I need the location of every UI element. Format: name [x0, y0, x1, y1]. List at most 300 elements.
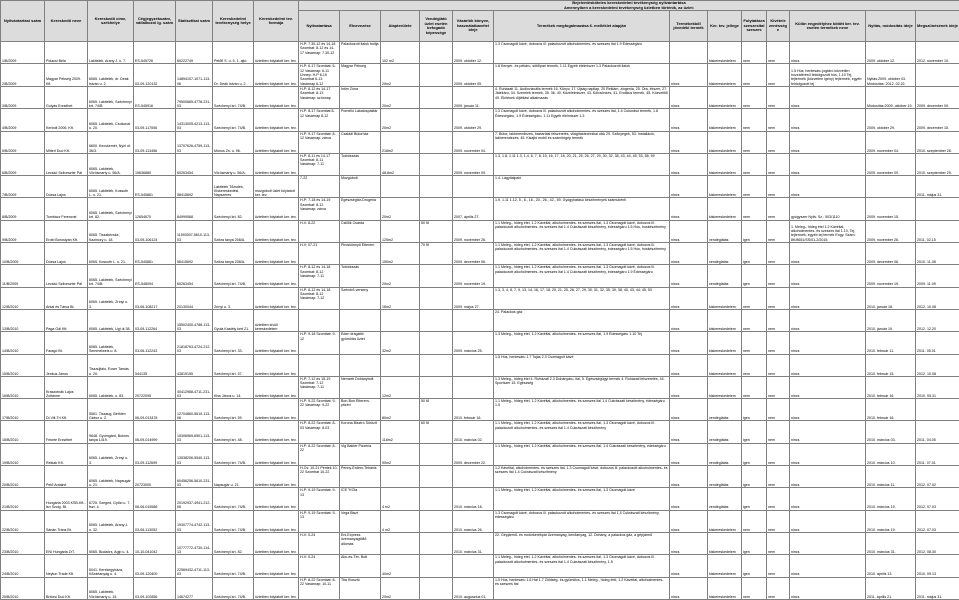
table-cell: üzletben folytatott ker. tev.: [254, 287, 299, 309]
table-cell: nem: [767, 510, 790, 532]
table-cell: Nyitás:2009. október 03. Módosítás: 2012. 02.22.: [866, 64, 916, 86]
table-cell: nem: [742, 332, 767, 354]
table-cell: nincs: [790, 443, 866, 465]
table-cell: nincs: [670, 532, 708, 554]
table-cell: 1.9, 1.11 1.12, 5., 6., 16., 20., 26., 42., 59. Gyógyhatású készítmények számukénti: [494, 198, 670, 220]
table-cell: Széchenyi krt. 74/B.: [213, 555, 254, 577]
table-cell: 13/B/2010: [1, 309, 45, 331]
table-cell: nem: [742, 153, 767, 175]
table-cell: 2009. november 19.: [453, 265, 494, 287]
table-cell: 20m2: [381, 198, 420, 220]
table-cell: 2010. február 15.: [866, 354, 916, 376]
table-cell: 2012. 10.08: [916, 354, 959, 376]
table-cell: igen: [742, 532, 767, 554]
table-cell: [381, 354, 420, 376]
table-cell: [453, 466, 494, 488]
table-cell: kiskereskedelem: [708, 86, 742, 108]
table-cell: Széndrő-verseny: [340, 287, 381, 309]
table-cell: 20m2: [381, 109, 420, 131]
table-cell: 24/B/2010: [1, 555, 45, 577]
table-cell: 9648. Gyomgárd, Bokros tanya 1419.: [88, 421, 134, 443]
table-cell: Éden drágább gyümölcs üzlet: [340, 332, 381, 354]
table-cell: 14674277: [176, 577, 213, 599]
table-cell: 15306969-6501-113-03: [176, 421, 213, 443]
table-cell: 2009. november 26.: [453, 220, 494, 242]
table-cell: [420, 488, 453, 510]
table-cell: 1.1 Meleg-, hideg étel, 1.2 Kávéital, alkoholmentes- és szeszes ital, 1.3 Csomagolt kávé, dobozos ill. palackozott alkoholmentes- és szeszes ital 1.4 Cukrászati készítmény, édességáru 1.5 Hús, húskészítmény: [494, 243, 670, 265]
table-cell: kiskereskedelem: [708, 109, 742, 131]
table-cell: 3/B/2009: [1, 86, 45, 108]
table-cell: H-P: 6-17 Szombat: 6-12 Vasárnap: 6-11 Ünnep: H-P 6-19 Szombat 6-13 Vasárnap 6-12: [299, 64, 340, 86]
group-title-main: Bejelentésköteles kereskedelmi tevékenység nyilvántartása: [300, 1, 958, 6]
table-cell: üzletben folytatott ker. tev.: [254, 532, 299, 554]
table-cell: nem: [767, 577, 790, 599]
table-cell: [420, 42, 453, 64]
table-cell: nem: [742, 376, 767, 398]
table-cell: ES-545916: [134, 86, 176, 108]
table-cell: Dózsa Lajos: [45, 243, 88, 265]
table-cell: Csillők Csárda: [340, 220, 381, 242]
table-cell: üzletben folytatott ker. tev.: [254, 332, 299, 354]
table-cell: nincs: [790, 376, 866, 398]
table-cell: 50 fő: [420, 220, 453, 242]
table-cell: 2010. február 16.: [453, 399, 494, 421]
table-cell: Széchenyi krt. 82.: [213, 532, 254, 554]
table-cell: igen: [742, 466, 767, 488]
col-header: Alapterülete: [381, 11, 420, 42]
table-cell: nem: [767, 243, 790, 265]
table-cell: Családi Bútorház: [340, 131, 381, 153]
table-cell: 70 fő: [420, 243, 453, 265]
table-cell: Lakitelek, Arany J. u. 7.: [88, 42, 134, 64]
table-cell: 2010. március 31.: [866, 532, 916, 554]
table-cell: 2010. március 03.: [866, 421, 916, 443]
table-cell: üzletben folytatott ker. tev.: [254, 153, 299, 175]
table-cell: kiskereskedelem: [708, 287, 742, 309]
table-cell: Széchenyi krt. 74/B.: [213, 109, 254, 131]
table-cell: Szikra tanya 208/A.: [213, 243, 254, 265]
col-header: Folytatásra szeszesital szeszes: [742, 11, 767, 42]
table-cell: 2011. 02.15: [916, 220, 959, 242]
table-cell: 1.3 Csomagolt kávé, dobozos ill. palackozott alkoholmentes- és szeszes ital 1.9 Édességáru: [494, 42, 670, 64]
table-cell: nincs: [790, 131, 866, 153]
table-cell: H-P: 8-22 Szombat: 8-22 Vasárnap: 10-11: [299, 577, 340, 599]
table-cell: [670, 42, 708, 64]
col-header: Kereskedelmi tevékenység helye: [213, 1, 254, 42]
table-row: [1, 265, 959, 287]
table-cell: 1.3, 1.8, 1.11 1.3, 1.4, 6, 7, 8, 15, 16, 17, 18, 20, 21, 25, 26, 27, 29, 30, 32, 38, 43, 44, 45, 53, 58, 59: [494, 153, 670, 175]
table-cell: Szikra tanya 208/A.: [213, 220, 254, 242]
table-header: [1, 1, 959, 42]
table-cell: 16/B/2010: [1, 376, 45, 398]
table-cell: [453, 309, 494, 331]
table-cell: H-P: 7-18 és 14-19 Szombat: 8-12 Vasárnap: zárva: [299, 198, 340, 220]
table-cell: 14/B/2010: [1, 332, 45, 354]
table-cell: Vig Bakter Pizzéria: [340, 443, 381, 465]
col-header: Ker. tev. jellege: [708, 11, 742, 42]
table-cell: 2009. május 27.: [453, 287, 494, 309]
table-cell: [420, 532, 453, 554]
table-cell: 40m2: [381, 555, 420, 577]
table-row: [1, 287, 959, 309]
table-row: [1, 577, 959, 599]
table-cell: nem: [767, 354, 790, 376]
col-header: Külön engedélyhez kötött ker. tev. esetén termékek neve: [790, 11, 866, 42]
table-cell: 1.2 Kávéital, alkoholmentes- és szeszes ital, 1.3 Csomagolt kávé, dobozos ill. palackozott alkoholmentes- és szeszes ital 1.4 Cukrászati készítmény: [494, 466, 670, 488]
table-cell: 2009. december 15.: [916, 109, 959, 131]
table-cell: 1.3 Meleg-, hideg étel 4. Ruházati 2.3 Dohányáru, ital, 5. Egészségügyi termék 4. Ruházati felszerelés, 44. Sportszer 15. Egészség: [494, 376, 670, 398]
table-cell: Piroskönnyű Étterem: [340, 243, 381, 265]
table-cell: 6/B/2009: [1, 153, 45, 175]
table-cell: H-P: 9-19 Szombat: 9-13: [299, 488, 340, 510]
table-cell: igen: [742, 421, 767, 443]
table-cell: Abc-és-Tér- Bolt: [340, 555, 381, 577]
table-cell: üzletben folytatott ker. tev.: [254, 265, 299, 287]
col-header: Nyitvatartása: [299, 11, 340, 42]
table-body: [1, 42, 959, 600]
table-row: [1, 131, 959, 153]
table-cell: vendéglátás: [708, 399, 742, 421]
table-cell: kiskereskedelem: [708, 532, 742, 554]
table-cell: Neytun Trade Kft.: [45, 555, 88, 577]
table-cell: 2010. 11.08: [916, 243, 959, 265]
table-cell: 1.4. Lágyitalpaló: [494, 176, 670, 198]
table-cell: 13707626-4759-113-03: [176, 131, 213, 153]
table-cell: 6065. Lakitelek, Csokonai u. 20.: [88, 109, 134, 131]
table-cell: nem: [742, 64, 767, 86]
table-row: [1, 421, 959, 443]
table-cell: 118m2: [381, 421, 420, 443]
table-cell: [916, 399, 959, 421]
table-cell: Vörösmarty u. 56/A.: [213, 153, 254, 175]
table-cell: üzletben folytatott ker. tev.: [254, 64, 299, 86]
table-cell: 1.1 Meleg-, hideg étel, 1.2 Kávéital, alkoholmentes- és szeszes ital, 1.3 Csomagolt kávé, dobozos ill. palackozott alkoholmentes- és szeszes ital 1.4 Cukrászati készítmény, 1.5: [494, 555, 670, 577]
table-cell: nincs: [670, 577, 708, 599]
table-cell: 2010. 09.13: [916, 555, 959, 577]
table-cell: H-P: 9-19 Szombat: 9-13: [299, 510, 340, 532]
table-cell: 2009. december 06.: [453, 243, 494, 265]
table-cell: kiskereskedelem: [708, 131, 742, 153]
table-cell: 2010. február 11.: [866, 332, 916, 354]
table-cell: 03-06-112243: [134, 332, 176, 354]
table-cell: Fekete Erzsébet: [45, 421, 88, 443]
table-cell: nincs: [670, 64, 708, 86]
table-cell: 1.3 Csomagolt kávé, dobozos ill. palackozott alkoholmentes- és szeszes ital, 1.4 Cukorásó termék, 1.8 Édességáru, 1.9 Édességáru, 1.11 Egyéb élelmiszer 1.3: [494, 109, 670, 131]
table-cell: nincs: [670, 443, 708, 465]
table-cell: ES-548094: [134, 265, 176, 287]
table-cell: Széchenyi krt. 82.: [213, 198, 254, 220]
table-cell: Széchenyi krt. 74/B.: [213, 510, 254, 532]
table-cell: 218m2: [381, 131, 420, 153]
table-cell: [420, 176, 453, 198]
table-cell: H-P: 8-22 Szombat: 8-22: [299, 443, 340, 465]
table-cell: 2009. október 29.: [453, 109, 494, 131]
table-cell: 2011. május 31.: [916, 577, 959, 599]
table-cell: Széchenyi krt. 74/B.: [213, 86, 254, 108]
table-cell: 2012. 07.02: [916, 466, 959, 488]
table-cell: 1.5 Hús, hentesáru 1.7 Tojás 2.3 Csomagolt kávé: [494, 354, 670, 376]
table-cell: 60263454: [176, 153, 213, 175]
table-cell: nem: [767, 332, 790, 354]
table-cell: 11593007-5610-113-03: [176, 220, 213, 242]
table-cell: nincs: [670, 153, 708, 175]
table-cell: 5561. Tiszaug, Bethlen Gábor u. 2.: [88, 399, 134, 421]
table-cell: 20/B/2010: [1, 466, 45, 488]
table-row: [1, 555, 959, 577]
table-cell: üzletben folytatott ker. tev.: [254, 555, 299, 577]
table-cell: igen: [742, 265, 767, 287]
table-cell: nincs: [670, 198, 708, 220]
table-cell: üzletben folytatott ker. tev.: [254, 109, 299, 131]
table-cell: kiskereskedelem: [708, 42, 742, 64]
table-cell: 1.1 Meleg-, hideg étel, 1.2 Kávéital, alkoholmentes- és szeszes ital, 1.3 Csomagolt kávé: [494, 488, 670, 510]
table-cell: üzletben folytatott ker. tev.: [254, 466, 299, 488]
table-cell: ES-545861: [134, 176, 176, 198]
table-cell: nem: [742, 354, 767, 376]
table-cell: nincs: [790, 510, 866, 532]
table-cell: [453, 354, 494, 376]
table-cell: 6065. Lakitelek, Kossuth L. u. 21.: [88, 176, 134, 198]
table-cell: 2012. 08.30: [916, 532, 959, 554]
table-cell: nincs: [670, 555, 708, 577]
col-header: Kereskedő címe, székhelye: [88, 1, 134, 42]
table-cell: 2009. november 09.: [453, 153, 494, 175]
table-cell: kiskereskedelem: [708, 555, 742, 577]
table-cell: Gulyás Erzsébet: [45, 86, 88, 108]
table-cell: 6065. Lakitelek, Széchenyi krt. 82.: [88, 198, 134, 220]
table-cell: 2012. 12.20: [916, 309, 959, 331]
table-cell: [420, 555, 453, 577]
table-cell: kiskereskedelem: [708, 577, 742, 599]
table-cell: 10777772-4730-114-13: [176, 532, 213, 554]
table-row: [1, 309, 959, 331]
table-cell: nincs: [670, 287, 708, 309]
table-cell: [381, 532, 420, 554]
table-cell: [866, 176, 916, 198]
table-cell: 6725. Szeged, Győzi u. 7. fszt. 4.: [88, 488, 134, 510]
table-cell: nincs: [670, 243, 708, 265]
table-cell: nincs: [790, 243, 866, 265]
table-cell: 6041. Kerekegyháza, Kőzártanyág u. 4.: [88, 555, 134, 577]
table-row: [1, 42, 959, 64]
table-cell: 6065. Lakitelek, dr. Deák István u. 2.: [88, 64, 134, 86]
table-row: [1, 510, 959, 532]
table-cell: üzletben folytatott ker. tev.: [254, 42, 299, 64]
table-cell: 2011. 07.01: [916, 443, 959, 465]
table-cell: vendéglátás: [708, 443, 742, 465]
table-cell: 2009. november 04.: [453, 131, 494, 153]
table-cell: 4/B/2009: [1, 109, 45, 131]
table-cell: 6600. Kecskemét, Nyíri út 36/3.: [88, 131, 134, 153]
table-cell: 03-09-112699: [134, 443, 176, 465]
table-cell: 03-09-106124: [134, 220, 176, 242]
table-cell: nincs: [670, 510, 708, 532]
table-cell: 17/B/2010: [1, 399, 45, 421]
table-cell: H-P: 9-18 Szombat: 9-12: [299, 332, 340, 354]
table-cell: 32m2: [381, 332, 420, 354]
table-cell: nem: [767, 376, 790, 398]
col-header: Statisztikai szám: [176, 1, 213, 42]
table-cell: üzletben folytatott ker. tev.: [254, 354, 299, 376]
table-cell: 1.1 Meleg-, hideg étel, 1.2 Kávéital, alkoholmentes- és szeszes ital, 1.3 Csomagolt kávé, dobozos ill. palackozott alkoholmentes- és szeszes ital 1.4 Cukrászati készítmény: [494, 421, 670, 443]
table-cell: nincs: [790, 265, 866, 287]
table-cell: 2012. 07.03: [916, 488, 959, 510]
table-cell: nincs: [670, 86, 708, 108]
table-cell: üzletben folytatott ker. tev.: [254, 86, 299, 108]
table-cell: 2010. március 31.: [453, 532, 494, 554]
table-cell: üzletben folytatott ker. tev.: [254, 131, 299, 153]
table-cell: [420, 64, 453, 86]
table-cell: H-P: 8-22 Szombat: 8-03 Vasárnap: 8-03: [299, 421, 340, 443]
table-cell: 84999568: [176, 198, 213, 220]
table-cell: 544135: [134, 354, 176, 376]
table-cell: nincs: [670, 309, 708, 331]
table-cell: nem: [767, 109, 790, 131]
table-cell: üzletben folytatott ker. tev.: [254, 510, 299, 532]
table-cell: nem: [767, 42, 790, 64]
table-cell: [420, 131, 453, 153]
table-cell: 2009. október 29.: [866, 109, 916, 131]
table-cell: gyógyszer Nyilv. Sz.: 503/1110: [790, 198, 866, 220]
table-cell: nincs: [790, 42, 866, 64]
table-cell: nem: [767, 309, 790, 331]
table-cell: 20130044: [176, 287, 213, 309]
table-cell: 2011. 04.05: [916, 421, 959, 443]
table-cell: 1.5 Hús, hentesáru 1.6 Hal 1.7 Zöldség- és gyümölcs, 1.1 Meleg-, hideg étel, 1.2 Kávéital, alkoholmentes- és szeszes ital: [494, 577, 670, 599]
table-cell: nem: [767, 265, 790, 287]
table-cell: [420, 443, 453, 465]
table-cell: ES-545861: [134, 243, 176, 265]
table-cell: nem: [742, 176, 767, 198]
table-cell: H-P: 8-12 és 14-18 Szombat: 8-12 Vasárnap: 7-12: [299, 287, 340, 309]
table-cell: 20723000: [134, 466, 176, 488]
table-row: [1, 176, 959, 198]
table-cell: igen: [742, 488, 767, 510]
table-cell: nincs: [790, 354, 866, 376]
table-cell: Di-Vill-Tri Kft.: [45, 399, 88, 421]
table-cell: Nemzeti Dohánybolt: [340, 376, 381, 398]
table-cell: [420, 376, 453, 398]
col-header: Kereskedő neve: [45, 1, 88, 42]
table-cell: 2010. március 18.: [453, 488, 494, 510]
table-cell: [381, 309, 420, 331]
table-cell: 03-09-113456: [134, 131, 176, 153]
table-cell: 14894107-1071-113-06: [176, 64, 213, 86]
table-cell: 1.1 Meleg-, hideg étel, 1.2 Kávéital, alkoholmentes- és szeszes ital, 1.4 Cukrászati készítmény, édességáru: [494, 443, 670, 465]
table-cell: 6065. Lakitelek, Zrínyi u. 3.: [88, 443, 134, 465]
table-cell: 2011. 05.01: [916, 332, 959, 354]
table-cell: Széchenyi krt. 59.: [213, 399, 254, 421]
table-cell: 6065. Lakitelek, Napsugár u. 21.: [88, 466, 134, 488]
table-cell: kiskereskedelem: [708, 376, 742, 398]
table-cell: 4 m2: [381, 488, 420, 510]
table-cell: igen: [742, 443, 767, 465]
table-cell: 1.1 Meleg-, hideg étel, 1.2 Kávéital, alkoholmentes- és szeszes ital, 1.3 Csomagolt kávé, dobozos ill. palackozott alkoholmentes- és szeszes ital 1.4 Cukrászati készítmény, édességáru 1.9 Édességáru: [494, 265, 670, 287]
table-cell: 22/B/2010: [1, 510, 45, 532]
table-cell: 12m2: [381, 376, 420, 398]
table-cell: nincs: [790, 86, 866, 108]
table-cell: 2/B/2009: [1, 64, 45, 86]
table-cell: 6065. Lakitelek, Széchenyi krt. 74/B.: [88, 265, 134, 287]
table-cell: 79500665-4778-231-03: [176, 86, 213, 108]
table-cell: H-P: 8-11 és 14-17 Szombat: 8-11 Vasárnap: 7-11: [299, 153, 340, 175]
table-cell: vendéglátás: [708, 243, 742, 265]
table-cell: [381, 176, 420, 198]
table-cell: 12704860-5610-113-06: [176, 399, 213, 421]
table-cell: [420, 153, 453, 175]
table-cell: 6065. Kossuth L. u. 21.: [88, 243, 134, 265]
table-cell: ICE "KOla: [340, 488, 381, 510]
table-cell: nem: [742, 131, 767, 153]
table-cell: 03-06-108217: [134, 287, 176, 309]
table-cell: nem: [767, 466, 790, 488]
table-row: [1, 488, 959, 510]
table-cell: [453, 176, 494, 198]
table-cell: [420, 265, 453, 287]
table-cell: nincs: [790, 532, 866, 554]
table-cell: nem: [767, 220, 790, 242]
table-cell: üzletben folytatott ker. tev.: [254, 488, 299, 510]
table-cell: Széchenyi krt. 33.: [213, 332, 254, 354]
table-cell: 7. Bútor, lakberendezés, háztartási felszerelés, világítástechnikai cikk 29. Szőnyegek, 53. Installáció, lakberendezés, 45. Kisajtó mobil és számítógép termék: [494, 131, 670, 153]
table-cell: 1. Meleg-, hideg étel 1.2 Kávéital, alkoholmentes- és szeszes ital 1.10, Tej, tejtermék, egyéb tej termék Engy. Szám: 8K/8651/SS/01-2/2015.: [790, 220, 866, 242]
table-cell: [420, 510, 453, 532]
table-cell: üzletben folytatott ker. tev.: [254, 577, 299, 599]
col-header: Termékekből jövedéki termék: [670, 11, 708, 42]
table-cell: kiskereskedelem: [708, 354, 742, 376]
table-cell: Széchenyi krt. 57.: [213, 354, 254, 376]
table-cell: Korona Bisztró Söröző: [340, 421, 381, 443]
table-cell: 2009. november 26.: [866, 220, 916, 242]
table-cell: 12654670: [134, 198, 176, 220]
table-cell: Totóösszás: [340, 153, 381, 175]
table-cell: Penny-Érdem-Tehánis: [340, 466, 381, 488]
table-cell: 2012. 10.08: [916, 287, 959, 309]
table-cell: Lecskó Szilveszter Pál: [45, 153, 88, 175]
table-cell: 2009. október 12.: [866, 42, 916, 64]
table-cell: 7-22: [299, 176, 340, 198]
col-header: Kivétele zenéssége: [767, 11, 790, 42]
table-cell: kiskereskedelem: [708, 309, 742, 331]
col-header: Megszűnésének ideje: [916, 11, 959, 42]
table-cell: Gyula Kastély kert 21.: [213, 309, 254, 331]
table-cell: H-P: 9-17 Szombat: 8-12 Vasárnap: zárva: [299, 131, 340, 153]
table-cell: igen: [742, 555, 767, 577]
col-header: Elnevezése: [340, 11, 381, 42]
table-cell: 4. Ruházati 11. Audiovizuális termék 16. Könyv, 17. Újság napilap, 20 Reklám, zlogenia, 25. Óra, ékszer, 27. Játékáru, 34. Szerelék termék, 35. 36. 40. Közélelmiszer, 43. Kölcsönzés, 41. Erotikus termék, 45. Közvetítői 49. Ékítések díjtéltási alkalmazás: [494, 86, 670, 108]
table-cell: nincs: [790, 488, 866, 510]
table-cell: Polacsi Béla: [45, 42, 88, 64]
table-cell: kiskereskedelem: [708, 153, 742, 175]
table-cell: nincs: [790, 176, 866, 198]
group-title: [299, 1, 959, 11]
table-cell: ENI Hungária ZrT.: [45, 532, 88, 554]
table-row: [1, 532, 959, 554]
table-cell: 2009. január 11.: [453, 86, 494, 108]
table-cell: nincs: [670, 376, 708, 398]
table-cell: üzletben folytatott ker. tev.: [254, 220, 299, 242]
table-cell: Hungária 2003 KSB-Kft.-lsn Szolg. Bt.: [45, 488, 88, 510]
table-cell: 03-09-120400: [134, 555, 176, 577]
col-header: Kereskedelmi tev. formája: [254, 1, 299, 42]
table-cell: ES-545726: [134, 42, 176, 64]
table-cell: Mozgóbolt: [340, 176, 381, 198]
table-cell: 2010. március 19.: [866, 488, 916, 510]
table-row: [1, 243, 959, 265]
table-row: [1, 376, 959, 398]
table-cell: nem: [742, 109, 767, 131]
table-cell: 20192937-4941-212-06: [176, 488, 213, 510]
